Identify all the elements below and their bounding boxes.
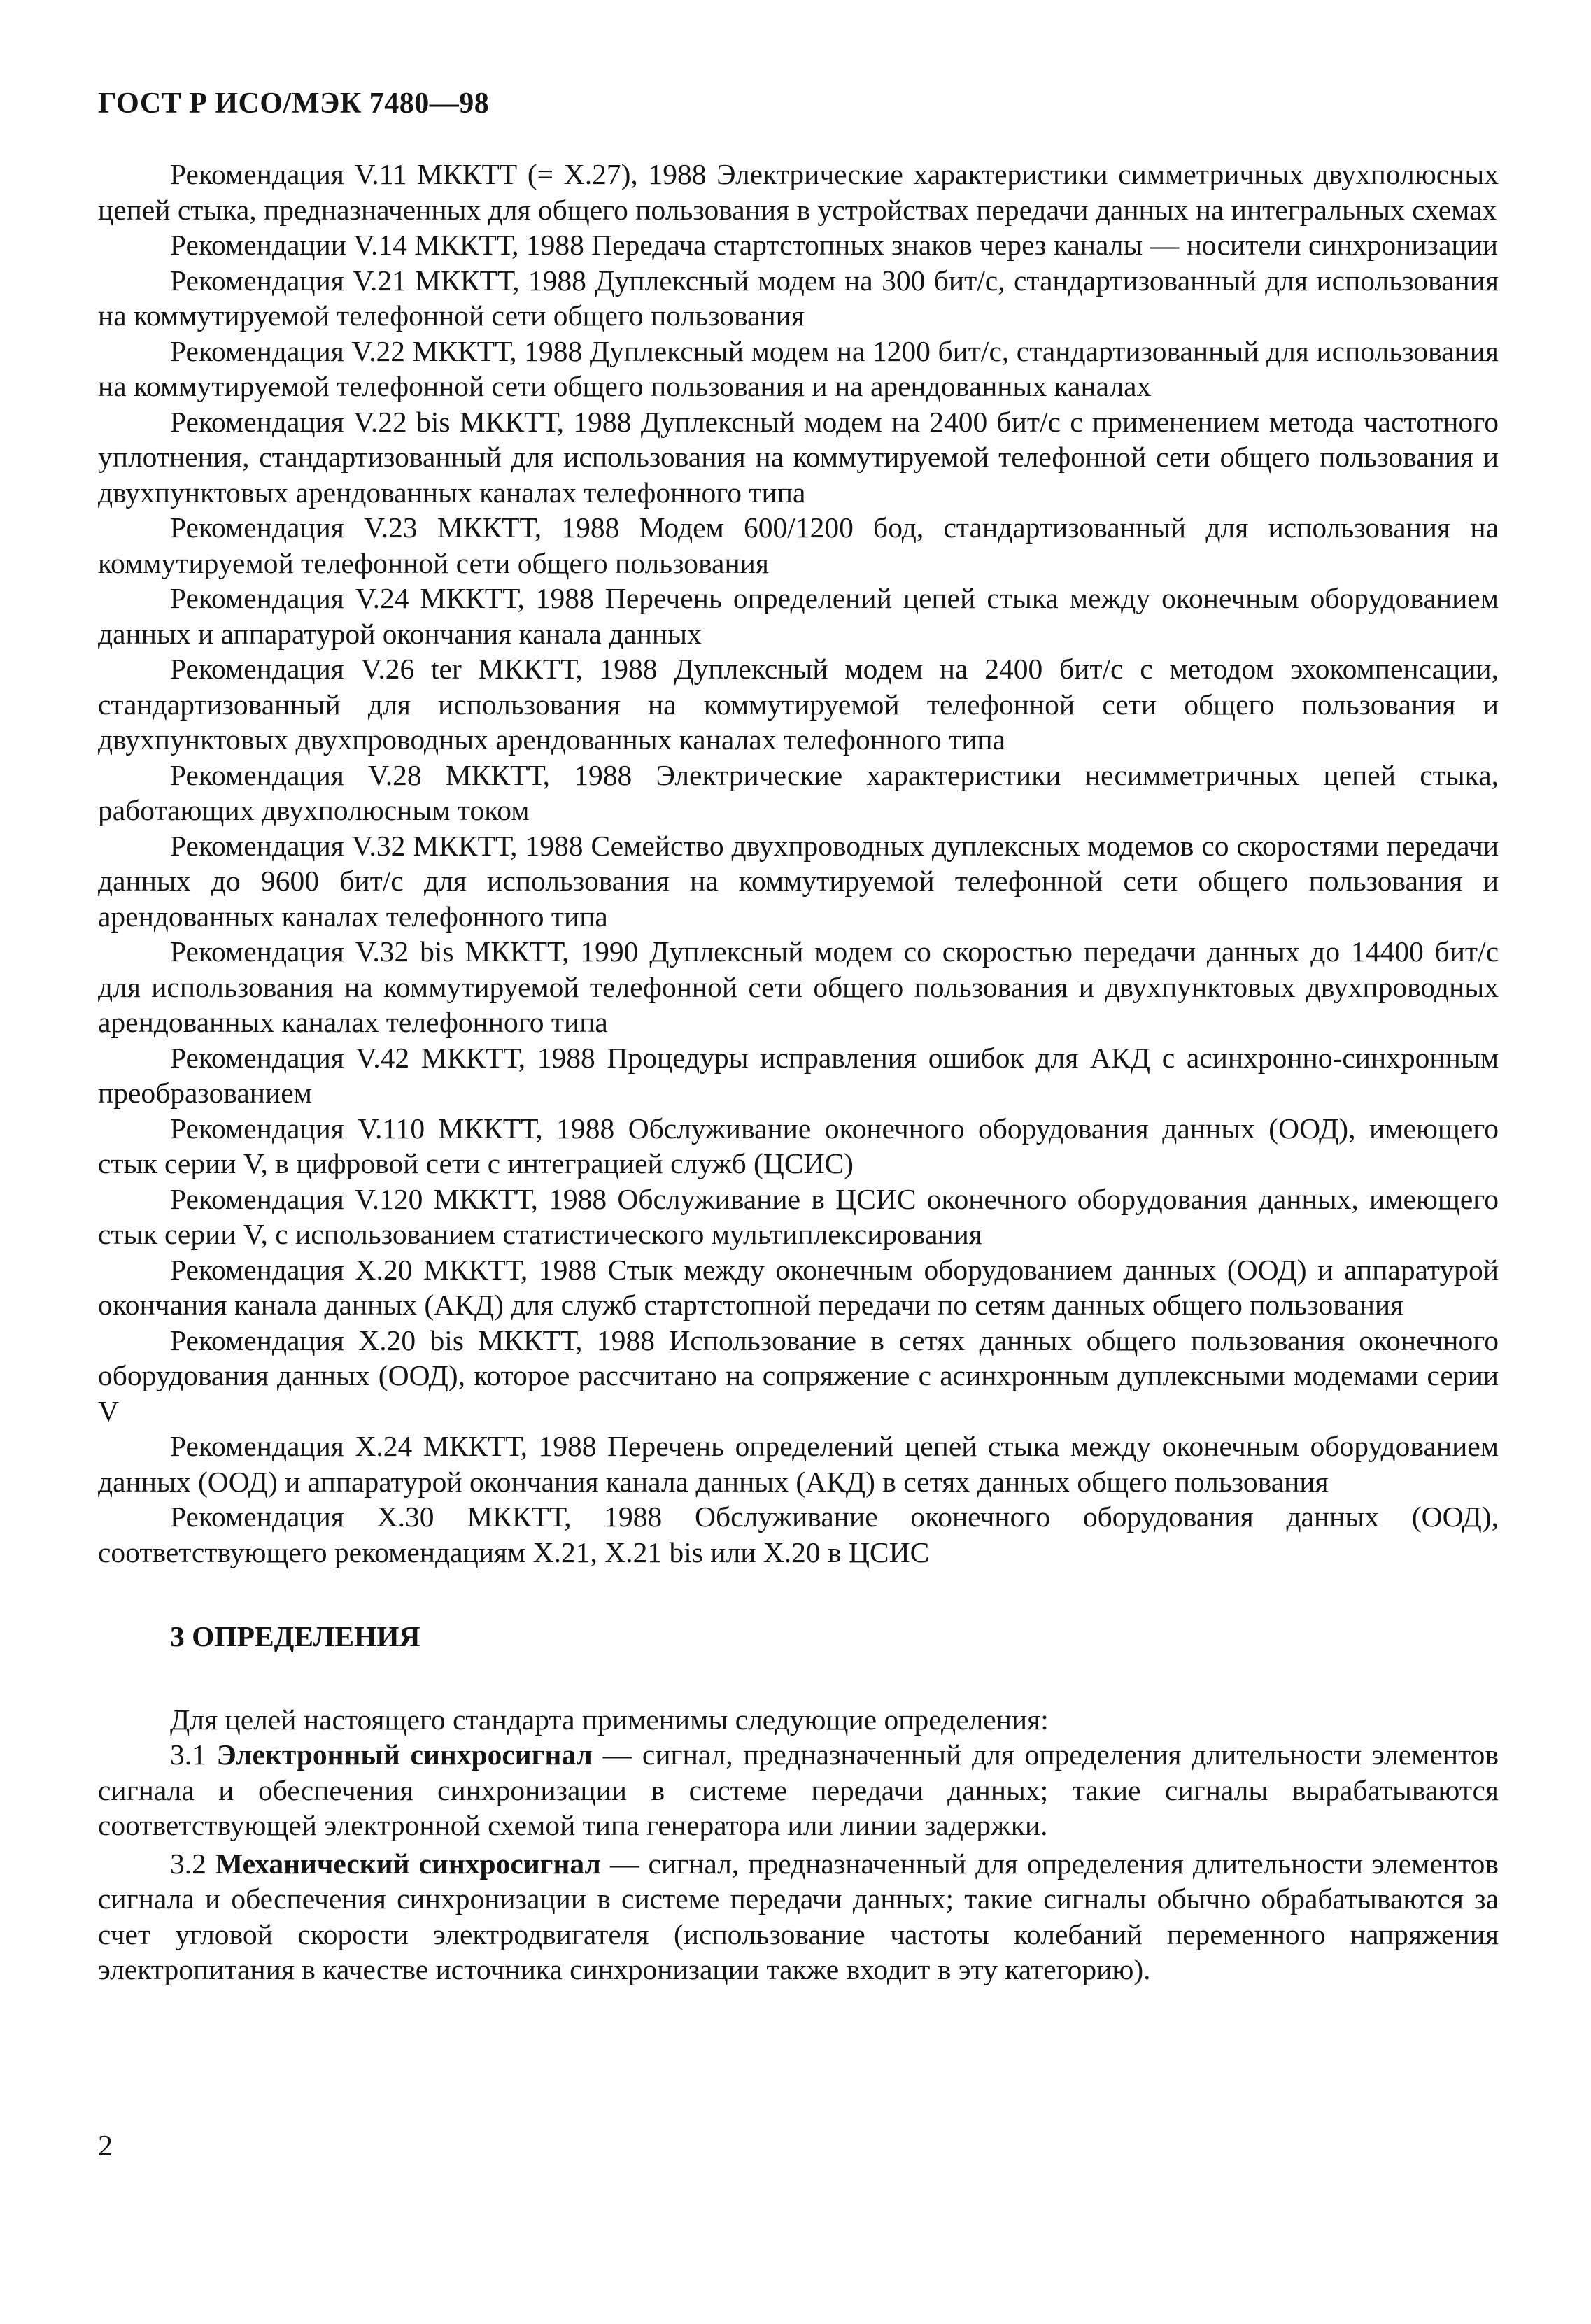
reference-item: Рекомендация V.21 МККТТ, 1988 Дуплексный модем на 300 бит/с, стандартизованный для использования на коммутируемой телефонной сети общего пользования [98, 264, 1499, 332]
definition-item [98, 1737, 1499, 1843]
reference-item: Рекомендация V.11 МККТТ (= X.27), 1988 Электрические характеристики симметричных двухполюсных цепей стыка, предназначенных для общего пользования в устройствах передачи данных на интегральных схемах [98, 158, 1499, 226]
reference-item: Рекомендация V.22 МККТТ, 1988 Дуплексный модем на 1200 бит/с, стандартизованный для использования на коммутируемой телефонной сети общего пользования и на арендованных каналах [98, 334, 1499, 402]
definition-term: Механический синхросигнал [215, 1847, 601, 1880]
reference-item: Рекомендация X.24 МККТТ, 1988 Перечень определений цепей стыка между оконечным оборудованием данных (ООД) и аппаратурой окончания канала данных (АКД) в сетях данных общего пользования [98, 1430, 1499, 1498]
reference-item: Рекомендация V.24 МККТТ, 1988 Перечень определений цепей стыка между оконечным оборудованием данных и аппаратурой окончания канала данных [98, 582, 1499, 650]
definition-text: — сигнал, предназначенный для определения длительности элементов сигнала и обеспечения синхронизации в системе передачи данных; такие сигналы вырабатываются соответствующей электронной схемой типа генератора или линии задержки. [98, 1738, 1499, 1841]
section-intro: Для целей настоящего стандарта применимы следующие определения: [170, 1703, 1049, 1736]
definition-item [98, 1846, 1499, 1988]
reference-item: Рекомендация V.120 МККТТ, 1988 Обслуживание в ЦСИС оконечного оборудования данных, имеющего стык серии V, с использованием статистического мультиплексирования [98, 1182, 1499, 1250]
reference-item: Рекомендация V.110 МККТТ, 1988 Обслуживание оконечного оборудования данных (ООД), имеющего стык серии V, в цифровой сети с интеграцией служб (ЦСИС) [98, 1112, 1499, 1179]
section-heading: 3 ОПРЕДЕЛЕНИЯ [170, 1620, 420, 1652]
reference-item: Рекомендация V.26 ter МККТТ, 1988 Дуплексный модем на 2400 бит/с с методом эхокомпенсации, стандартизованный для использования на коммутируемой телефонной сети общего пользования и двухпунктовых двухпроводных арендованных каналах телефонного типа [98, 653, 1499, 756]
reference-item: Рекомендация V.32 bis МККТТ, 1990 Дуплексный модем со скоростью передачи данных до 14400 бит/с для использования на коммутируемой телефонной сети общего пользования и двухпунктовых двухпроводных арендованных каналах телефонного типа [98, 935, 1499, 1038]
reference-item: Рекомендация V.23 МККТТ, 1988 Модем 600/1200 бод, стандартизованный для использования на коммутируемой телефонной сети общего пользования [98, 511, 1499, 579]
definition-number: 3.1 [170, 1738, 206, 1771]
reference-item: Рекомендация X.20 МККТТ, 1988 Стык между оконечным оборудованием данных (ООД) и аппаратурой окончания канала данных (АКД) для служб стартстопной передачи по сетям данных общего пользования [98, 1253, 1499, 1321]
reference-item: Рекомендация V.22 bis МККТТ, 1988 Дуплексный модем на 2400 бит/с с применением метода частотного уплотнения, стандартизованный для использования на коммутируемой телефонной сети общего пользования и двухпунктовых арендованных каналах телефонного типа [98, 405, 1499, 509]
definition-term: Электронный синхросигнал [216, 1738, 593, 1771]
reference-item: Рекомендации V.14 МККТТ, 1988 Передача стартстопных знаков через каналы — носители синхронизации [170, 229, 1498, 261]
definition-number: 3.2 [170, 1847, 206, 1880]
reference-item: Рекомендация X.30 МККТТ, 1988 Обслуживание оконечного оборудования данных (ООД), соответствующего рекомендациям X.21, X.21 bis или X.20 в ЦСИС [98, 1501, 1499, 1568]
reference-item: Рекомендация X.20 bis МККТТ, 1988 Использование в сетях данных общего пользования оконечного оборудования данных (ООД), которое рассчитано на сопряжение с асинхронным дуплексными модемами серии V [98, 1324, 1499, 1427]
document-body [98, 157, 1499, 1988]
reference-item: Рекомендация V.32 МККТТ, 1988 Семейство двухпроводных дуплексных модемов со скоростями передачи данных до 9600 бит/с для использования на коммутируемой телефонной сети общего пользования и арендованных каналах телефонного типа [98, 829, 1499, 933]
definition-text: — сигнал, предназначенный для определения длительности элементов сигнала и обеспечения синхронизации в системе передачи данных; такие сигналы обычно обрабатываются за счет угловой скорости электродвигателя (использование частоты колебаний переменного напряжения электропитания в качестве источника синхронизации также входит в эту категорию). [98, 1847, 1499, 1985]
reference-item: Рекомендация V.42 МККТТ, 1988 Процедуры исправления ошибок для АКД с асинхронно-синхронным преобразованием [98, 1041, 1499, 1109]
page-number: 2 [98, 2130, 113, 2162]
reference-item: Рекомендация V.28 МККТТ, 1988 Электрические характеристики несимметричных цепей стыка, работающих двухполюсным током [98, 758, 1499, 826]
document-header: ГОСТ Р ИСО/МЭК 7480—98 [98, 87, 490, 120]
